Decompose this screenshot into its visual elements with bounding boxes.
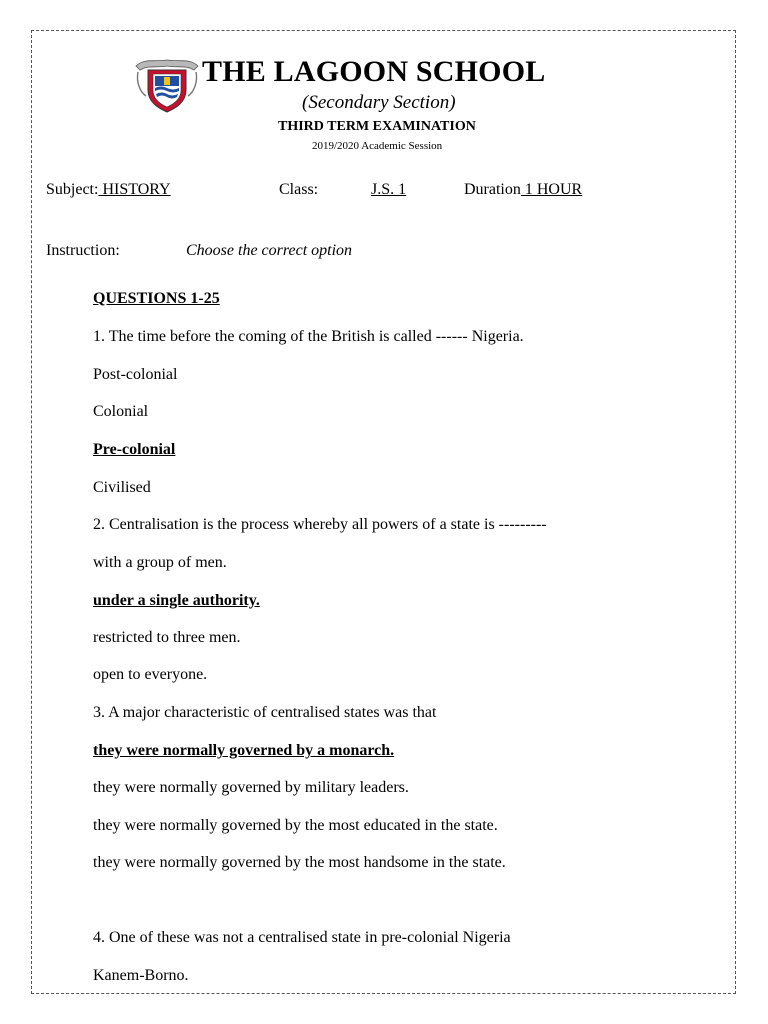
option-q3-c: they were normally governed by the most educated in the state. [93, 817, 498, 834]
option-q1-b: Colonial [93, 403, 149, 420]
duration-label: Duration [464, 181, 521, 198]
page-border [31, 30, 736, 994]
option-q3-d: they were normally governed by the most handsome in the state. [93, 854, 506, 871]
questions-heading: QUESTIONS 1-25 [93, 290, 220, 307]
option-q2-c: open to everyone. [93, 666, 208, 683]
question-2-continued: with a group of men. [93, 554, 227, 571]
question-3: 3. A major characteristic of centralised states was that [93, 704, 437, 721]
option-q1-c-answer: Pre-colonial [93, 441, 176, 458]
option-q2-b: restricted to three men. [93, 629, 241, 646]
academic-session: 2019/2020 Academic Session [312, 140, 443, 152]
option-q3-b: they were normally governed by military leaders. [93, 779, 409, 796]
exam-title: THIRD TERM EXAMINATION [278, 119, 476, 134]
subject-value: HISTORY [98, 181, 171, 198]
option-q1-a: Post-colonial [93, 366, 178, 383]
class-label: Class: [279, 181, 319, 198]
school-name: THE LAGOON SCHOOL [202, 55, 546, 88]
section-subtitle: (Secondary Section) [302, 92, 456, 113]
option-q1-d: Civilised [93, 479, 151, 496]
question-4: 4. One of these was not a centralised state in pre-colonial Nigeria [93, 929, 511, 946]
duration-value: 1 HOUR [520, 181, 583, 198]
duration-field [464, 181, 582, 199]
question-1: 1. The time before the coming of the British is called ------ Nigeria. [93, 328, 524, 345]
instruction-label: Instruction: [46, 242, 120, 259]
option-q3-a-answer: they were normally governed by a monarch. [93, 742, 395, 759]
subject-field [46, 181, 171, 199]
subject-label: Subject: [46, 181, 99, 198]
class-value: J.S. 1 [371, 181, 407, 198]
instruction-value: Choose the correct option [186, 242, 353, 259]
option-q2-a-answer: under a single authority. [93, 592, 260, 609]
question-2: 2. Centralisation is the process whereby all powers of a state is --------- [93, 516, 547, 533]
school-crest-icon [134, 56, 200, 114]
option-q4-a: Kanem-Borno. [93, 967, 189, 984]
